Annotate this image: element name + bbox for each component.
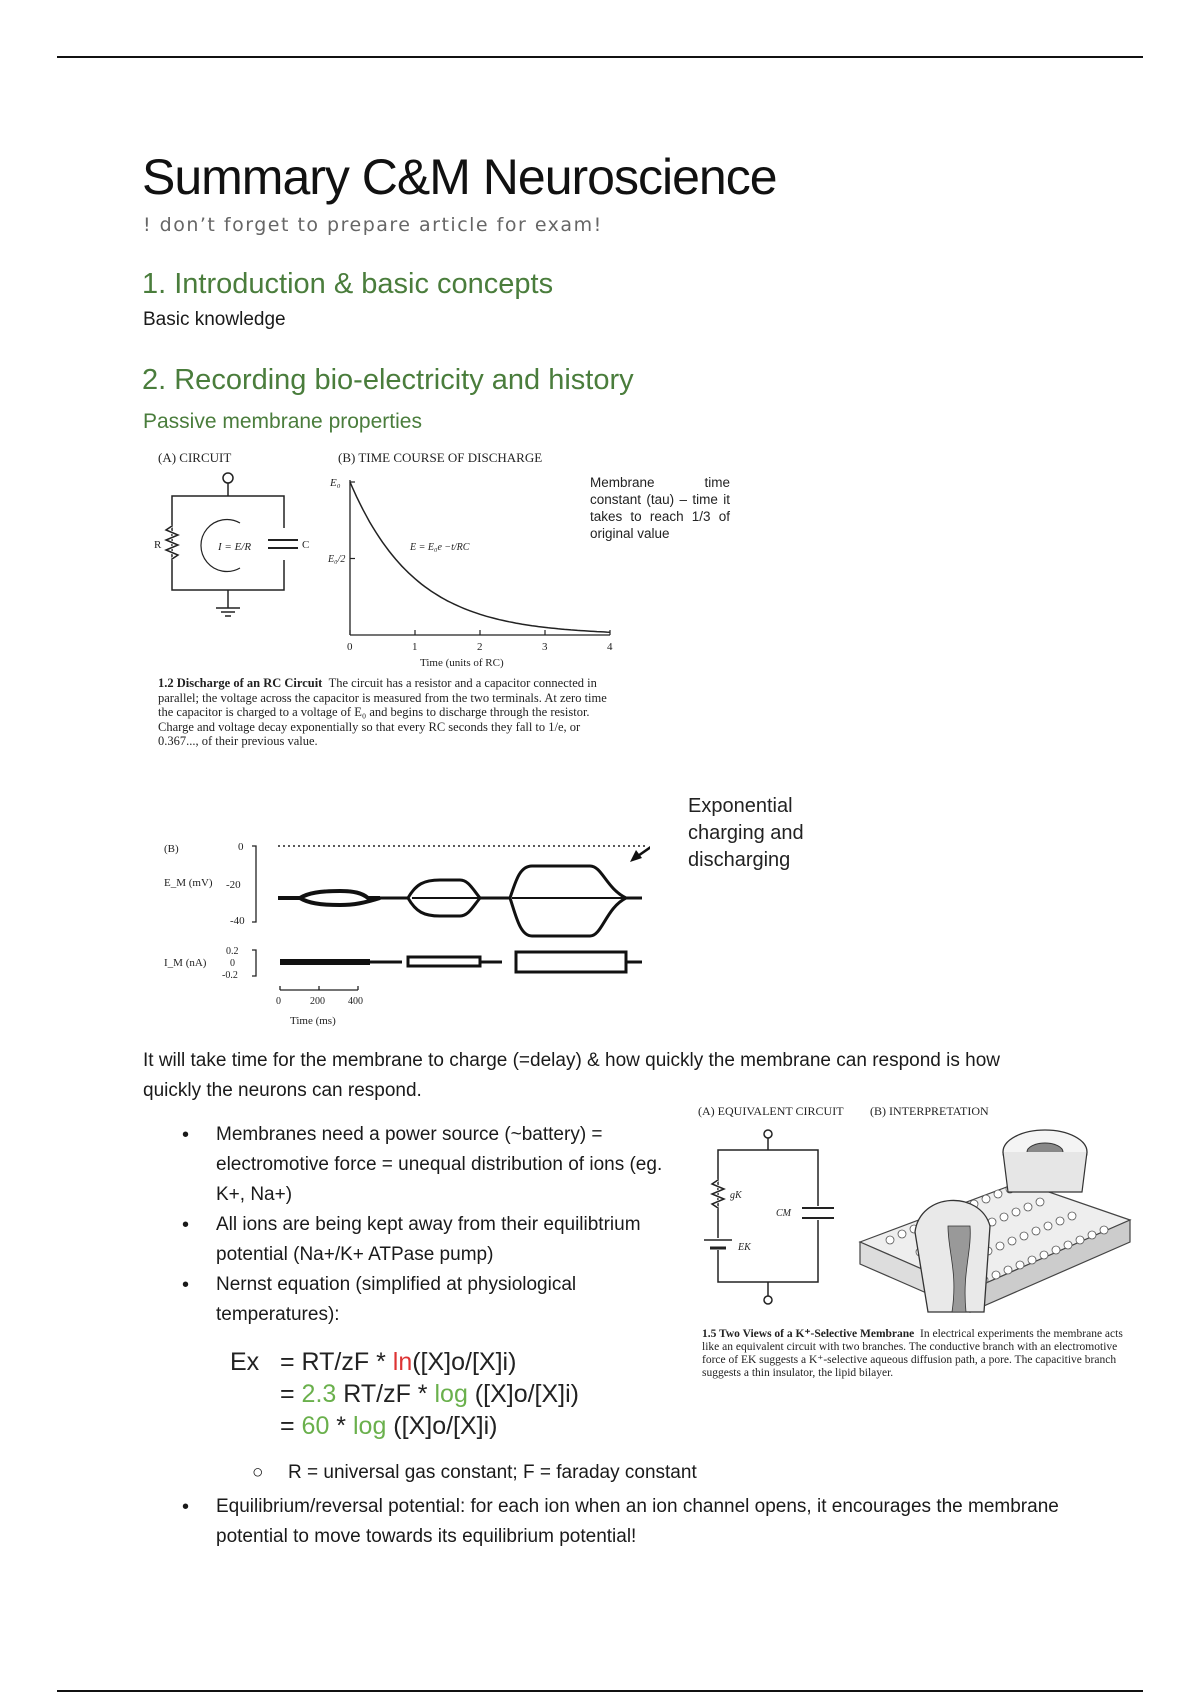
em-tick-20: -20 bbox=[226, 879, 241, 891]
eq-part: = RT/zF * bbox=[280, 1348, 393, 1376]
time-tick-400: 400 bbox=[348, 996, 363, 1007]
fig3-caption-text: In electrical experiments the membrane acts like an equivalent circuit with two branches. The conductive branch with an electromotive force of EK suggests a K⁺-selective aqueous diffusion path, a pore. The capacitive branch suggests a thin insulator, the lipid bilayer. bbox=[702, 1328, 1123, 1379]
top-rule bbox=[57, 56, 1143, 58]
eq-part: ([X]o/[X]i) bbox=[412, 1348, 517, 1376]
current-label: I = E/R bbox=[218, 541, 252, 553]
x-tick-label: 4 bbox=[607, 641, 613, 653]
em-tick-0: 0 bbox=[238, 841, 244, 853]
k-membrane-figure bbox=[690, 1098, 1140, 1408]
time-constant-annotation: Membrane time constant (tau) – time it takes to reach 1/3 of original value bbox=[590, 475, 730, 541]
delay-paragraph: It will take time for the membrane to charge (=delay) & how quickly the membrane can respond is how quickly the neurons can respond. bbox=[143, 1050, 1000, 1101]
bullet-item: • Membranes need a power source (~battery) = electromotive force = unequal distribution of ions (eg. K+, Na+) bbox=[180, 1120, 680, 1210]
decay-curve bbox=[350, 482, 610, 632]
bullet-item: • Nernst equation (simplified at physiological temperatures): bbox=[180, 1270, 680, 1330]
im-tick-neg: -0.2 bbox=[222, 970, 238, 981]
time-axis-label: Time (ms) bbox=[290, 1015, 336, 1027]
fig3-caption bbox=[702, 1328, 1132, 1380]
nernst-line-2 bbox=[280, 1380, 579, 1409]
sub-bullet-text: R = universal gas constant; F = faraday constant bbox=[288, 1462, 697, 1483]
nernst-lhs: Ex bbox=[230, 1348, 260, 1376]
ln-term: ln bbox=[392, 1348, 413, 1376]
section-2-subheading: Passive membrane properties bbox=[143, 410, 422, 433]
bullet-item: • Equilibrium/reversal potential: for each ion when an ion channel opens, it encourages the membrane potential to move towards its equilibrium potential! bbox=[180, 1492, 1060, 1552]
fig1-caption bbox=[158, 676, 608, 749]
bullet-item: • All ions are being kept away from their equilibtrium potential (Na+/K+ ATPase pump) bbox=[180, 1210, 680, 1270]
bottom-rule bbox=[57, 1690, 1143, 1692]
section-2-heading: 2. Recording bio-electricity and history bbox=[142, 364, 634, 396]
x-tick-label: 1 bbox=[412, 641, 418, 653]
charging-annotation: Exponential charging and discharging bbox=[688, 795, 804, 871]
factor-2-3: 2.3 bbox=[301, 1380, 337, 1408]
x-tick-label: 3 bbox=[542, 641, 548, 653]
fig1-caption-text: The circuit has a resistor and a capacitor connected in parallel; the voltage across the capacitor is measured from the two terminals. At zero time the capacitor is charged to a voltage of E₀ and begins to discharge through the resistor. Charge and voltage decay exponentially so that every RC seconds they fall to 1/e, or 0.367..., of their previous value. bbox=[158, 676, 607, 748]
eq-part: = bbox=[280, 1380, 302, 1408]
eq-part: * bbox=[329, 1412, 353, 1440]
fig3-label-a: (A) EQUIVALENT CIRCUIT bbox=[698, 1104, 844, 1118]
ek-label: EK bbox=[738, 1242, 751, 1253]
gk-label: gK bbox=[730, 1190, 742, 1201]
im-tick-zero: 0 bbox=[230, 958, 235, 969]
fig3-label-b: (B) INTERPRETATION bbox=[870, 1104, 989, 1118]
eq-part: ([X]o/[X]i) bbox=[467, 1380, 579, 1408]
em-tick-40: -40 bbox=[230, 915, 245, 927]
time-tick-0: 0 bbox=[276, 996, 281, 1007]
decay-equation: E = E₀e −t/RC bbox=[410, 542, 470, 553]
nernst-line-3 bbox=[280, 1412, 498, 1441]
log-term: log bbox=[434, 1380, 468, 1408]
rc-circuit-diagram bbox=[150, 468, 330, 618]
x-axis-label: Time (units of RC) bbox=[420, 657, 504, 669]
x-tick-label: 2 bbox=[477, 641, 483, 653]
fig1-label-b: (B) TIME COURSE OF DISCHARGE bbox=[338, 450, 543, 465]
discharge-chart bbox=[320, 470, 620, 670]
eq-part: RT/zF * bbox=[336, 1380, 435, 1408]
em-axis-label: E_M (mV) bbox=[164, 877, 213, 889]
eq-part: = bbox=[280, 1412, 302, 1440]
section-1-text: Basic knowledge bbox=[143, 309, 286, 330]
traces-svg bbox=[150, 800, 650, 1032]
im-tick-pos: 0.2 bbox=[226, 946, 239, 957]
time-tick-200: 200 bbox=[310, 996, 325, 1007]
sub-bullet-marker: ○ bbox=[252, 1462, 264, 1483]
page-title: Summary C&M Neuroscience bbox=[142, 149, 777, 205]
e0-label: E₀ bbox=[330, 477, 341, 489]
e0-half-label: E₀/2 bbox=[328, 554, 346, 565]
factor-60: 60 bbox=[301, 1412, 330, 1440]
fig1-caption-title: 1.2 Discharge of an RC Circuit bbox=[158, 676, 323, 690]
im-axis-label: I_M (nA) bbox=[164, 957, 207, 969]
fig2-label-b: (B) bbox=[164, 843, 179, 855]
capacitor-label: C bbox=[302, 539, 310, 551]
equivalent-circuit-diagram bbox=[690, 1122, 1140, 1322]
bullet-list bbox=[180, 1120, 680, 1330]
section-1-heading: 1. Introduction & basic concepts bbox=[142, 268, 554, 300]
cm-label: CM bbox=[776, 1208, 791, 1219]
exam-note: ! don’t forget to prepare article for exam! bbox=[143, 214, 603, 236]
log-term: log bbox=[352, 1412, 387, 1440]
nernst-line-1 bbox=[280, 1348, 516, 1377]
fig3-caption-title: 1.5 Two Views of a K⁺-Selective Membrane bbox=[702, 1328, 915, 1340]
x-tick-label: 0 bbox=[347, 641, 353, 653]
fig1-label-a: (A) CIRCUIT bbox=[158, 450, 232, 465]
resistor-label: R bbox=[154, 539, 162, 551]
eq-part: ([X]o/[X]i) bbox=[386, 1412, 498, 1440]
rc-discharge-figure bbox=[150, 448, 760, 778]
last-bullet bbox=[180, 1492, 1060, 1552]
charging-traces-figure bbox=[150, 800, 650, 1032]
